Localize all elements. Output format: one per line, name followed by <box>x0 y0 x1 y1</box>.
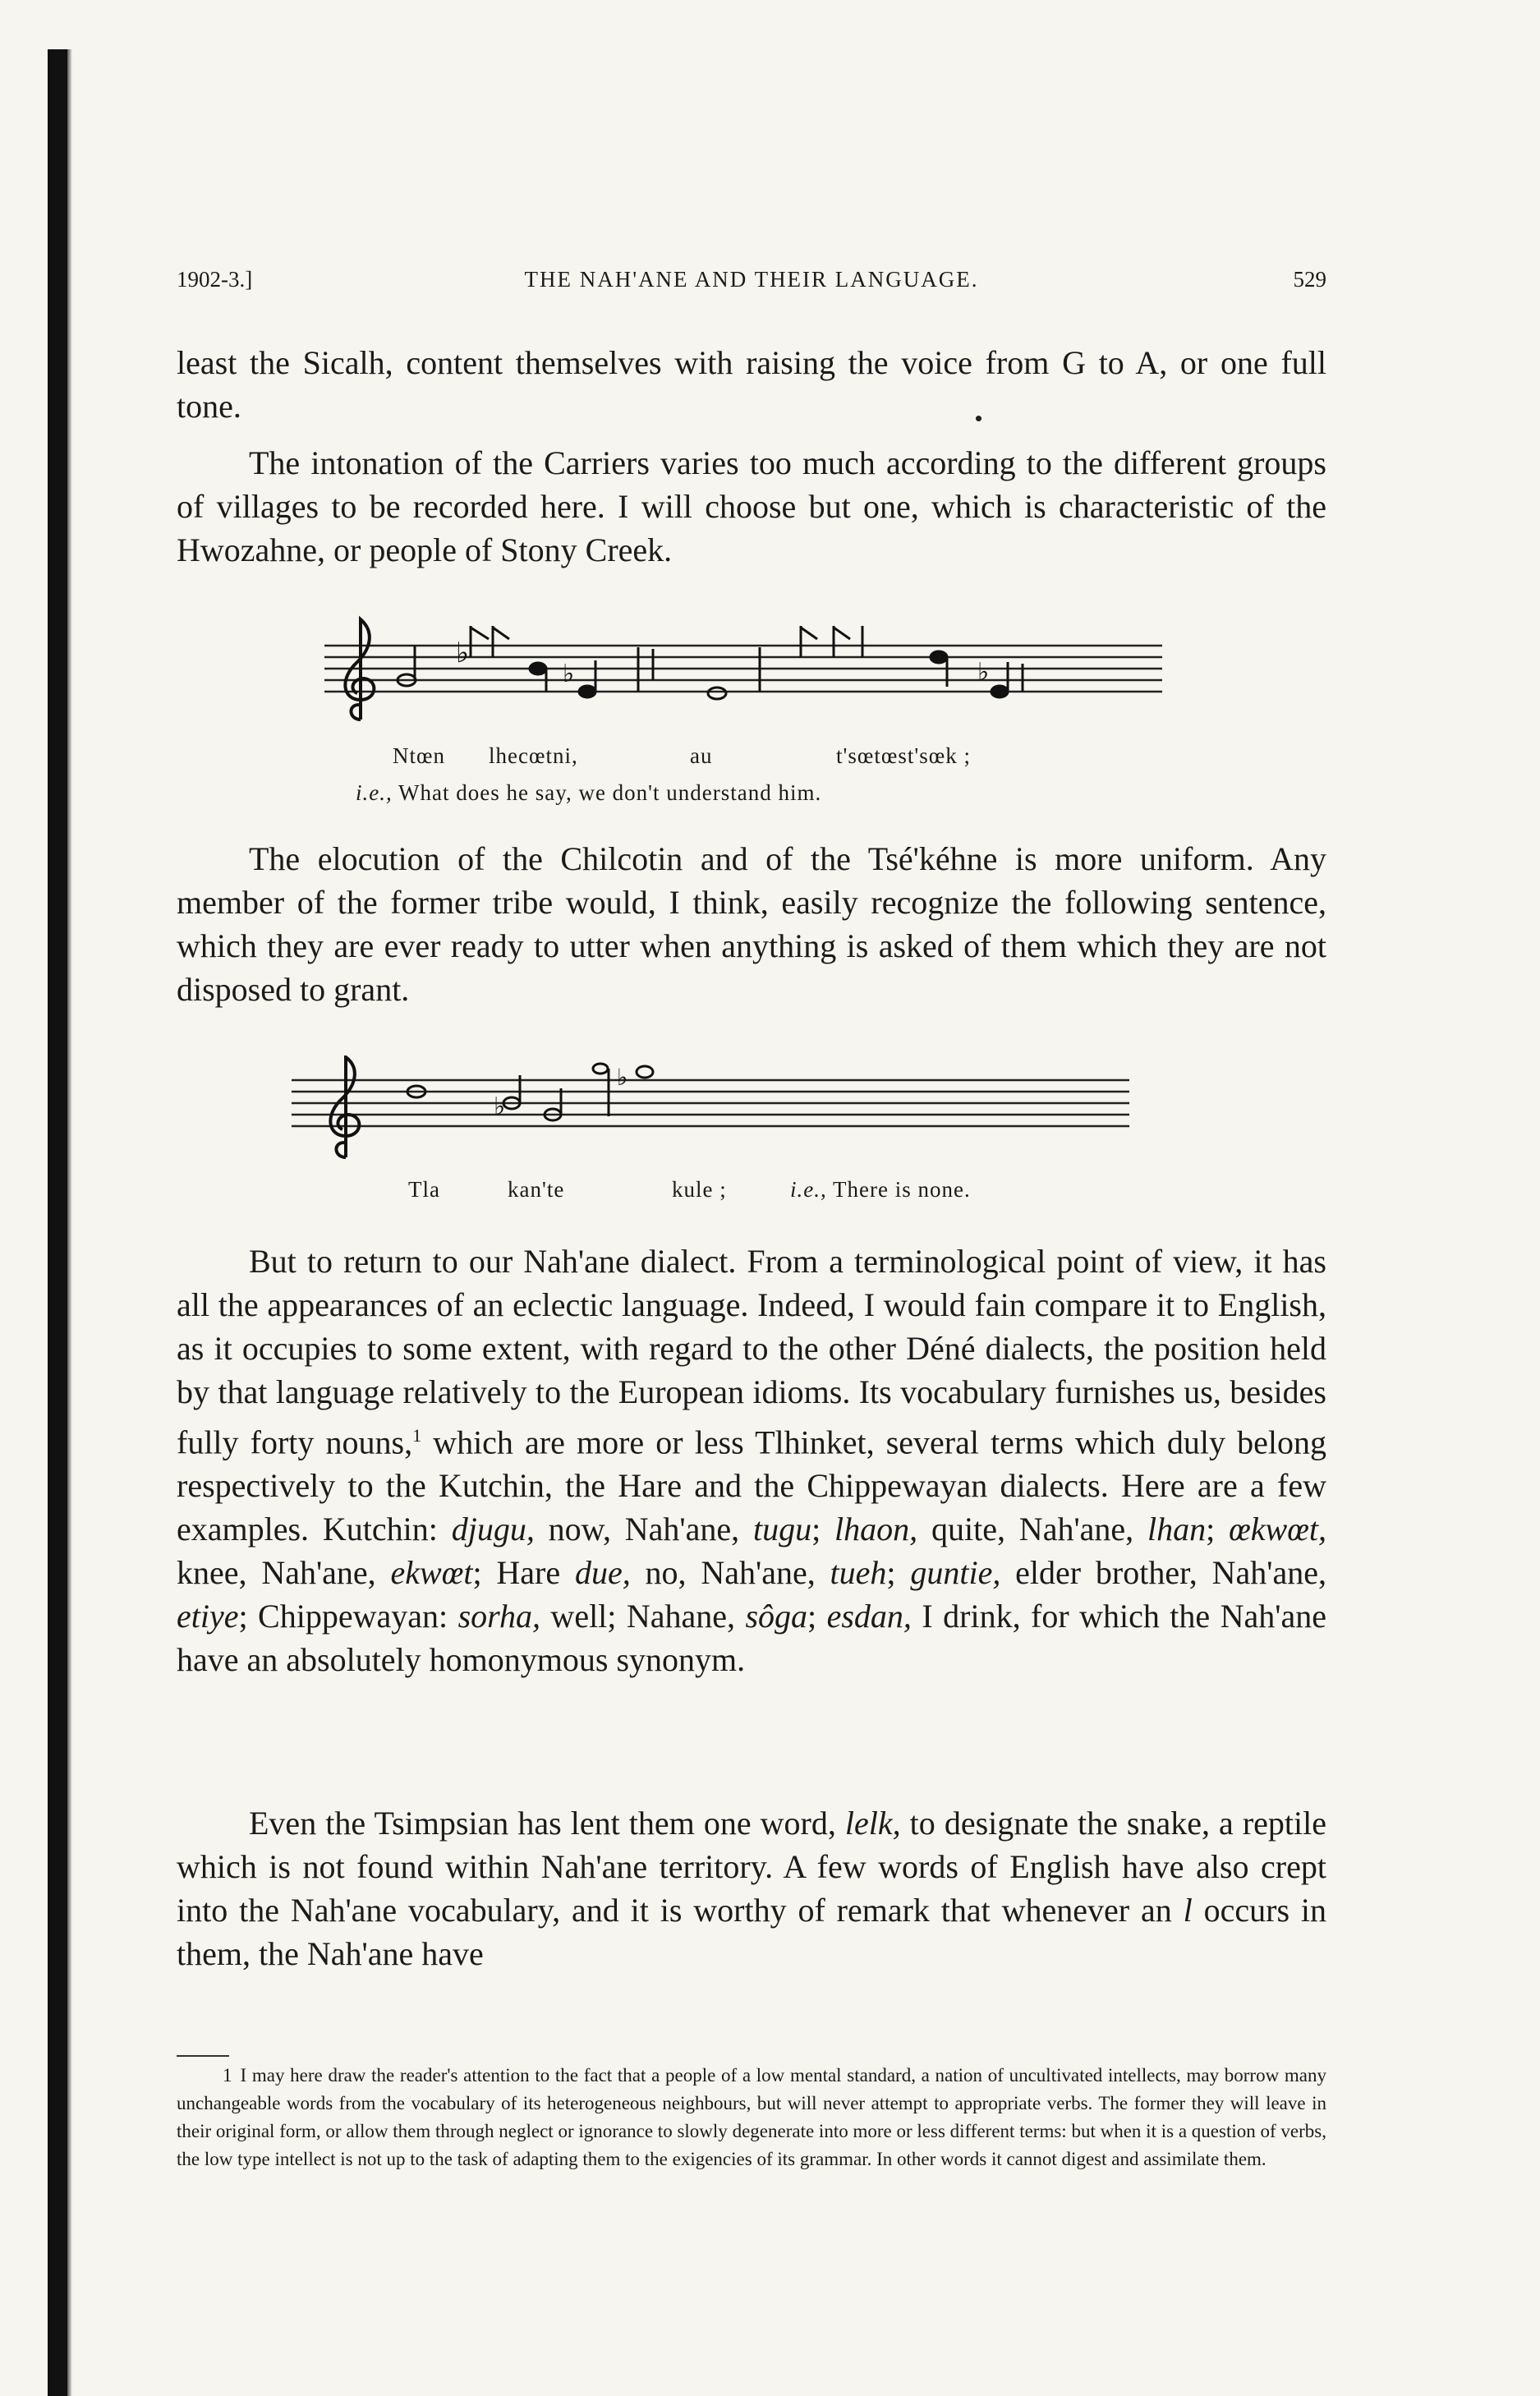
lyric-2-word-3: kule ; <box>672 1177 727 1202</box>
lyric-1-word-1: Ntœn <box>393 743 445 768</box>
scan-binding-edge <box>48 49 67 2396</box>
footnote-rule <box>177 2055 229 2057</box>
running-head-title: THE NAH'ANE AND THEIR LANGUAGE. <box>524 267 979 292</box>
lyric-2-word-2: kan'te <box>508 1177 565 1202</box>
treble-clef-icon <box>330 1057 359 1157</box>
lyric-1-word-3: au <box>690 743 713 768</box>
svg-text:♭: ♭ <box>563 660 575 688</box>
translation-2-prefix: i.e., <box>790 1177 827 1202</box>
paragraph-5 <box>177 1801 1326 1975</box>
paragraph-4-text: But to return to our Nah'ane dialect. From a terminological point of view, it has all the appearances of an eclectic language. Indeed, I would fain compare it to English, as it occupies to some extent, with regard to the other Déné dialects, the position held by that language relatively to the European idioms. Its vocabulary furnishes us, besides fully forty nouns,$^1$ which are more or less Tlhinket, several terms which duly belong respectively to the Kutchin, the Hare and the Chippewayan dialects. Here are a few examples. Kutchin: djugu, now, Nah'ane, tugu; lhaon, quite, Nah'ane, lhan; œkwœt, knee, Nah'ane, ekwœt; Hare due, no, Nah'ane, tueh; guntie, elder brother, Nah'ane, etiye; Chippewayan: sorha, well; Nahane, sôga; esdan, I drink, for which the Nah'ane have an absolutely homonymous synonym. <box>177 1243 1326 1679</box>
scan-binding-shadow <box>67 49 72 2396</box>
paragraph-1-text: least the Sicalh, content themselves with raising the voice from G to A, or one full tone. <box>177 344 1326 425</box>
translation-1-text: What does he say, we don't understand him. <box>392 780 822 805</box>
translation-1-prefix: i.e., <box>356 780 393 805</box>
lyric-2-word-1: Tla <box>408 1177 440 1202</box>
paragraph-4 <box>177 1239 1326 1681</box>
footnote <box>177 2062 1326 2173</box>
music-staff-2 <box>292 1055 1129 1162</box>
paragraph-2-text: The intonation of the Carriers varies too much according to the different groups of villages to be recorded here. I will choose but one, which is characteristic of the Hwozahne, or people of Stony Creek. <box>177 444 1326 568</box>
lyric-1-word-2: lhecœtni, <box>489 743 578 768</box>
svg-text:♭: ♭ <box>494 1092 506 1121</box>
paragraph-3-text: The elocution of the Chilcotin and of the Tsé'kéhne is more uniform. Any member of the former tribe would, I think, easily recognize the following sentence, which they are ever ready to utter when anything is asked of them which they are not disposed to grant. <box>177 840 1326 1008</box>
svg-text:♭: ♭ <box>456 637 470 669</box>
running-head-volume: 1902-3.] <box>177 267 253 292</box>
translation-1 <box>356 780 821 806</box>
lyric-1-word-4: t'sœtœst'sœk ; <box>836 743 972 768</box>
footnote-text: I may here draw the reader's attention to the fact that a people of a low mental standard, a nation of uncultivated intellects, may borrow many unchangeable words from the vocabulary of its heterogeneous neighbours, but will never attempt to appropriate verbs. The former they will leave in their original form, or allow them through neglect or ignorance to slowly degenerate into more or less different terms: but when it is a question of verbs, the low type intellect is not up to the task of adapting them to the exigencies of its grammar. In other words it cannot digest and assimilate them. <box>177 2065 1326 2169</box>
paragraph-5-text: Even the Tsimpsian has lent them one word, lelk, to designate the snake, a reptile which is not found within Nah'ane territory. A few words of English have also crept into the Nah'ane vocabulary, and it is worthy of remark that whenever an l occurs in them, the Nah'ane have <box>177 1805 1326 1972</box>
translation-2 <box>790 1177 971 1203</box>
svg-text:♭: ♭ <box>977 658 990 687</box>
scan-speck <box>976 416 981 421</box>
music-staff-1 <box>324 614 1162 721</box>
page-number: 529 <box>1293 267 1326 292</box>
running-head <box>177 267 1326 300</box>
translation-2-text: There is none. <box>826 1177 971 1202</box>
paragraph-1 <box>177 341 1326 428</box>
footnote-mark: 1 <box>223 2065 232 2086</box>
paragraph-2 <box>177 441 1326 572</box>
paragraph-3 <box>177 837 1326 1011</box>
svg-text:♭: ♭ <box>617 1064 628 1091</box>
footnote-reference: 1 <box>412 1425 422 1446</box>
